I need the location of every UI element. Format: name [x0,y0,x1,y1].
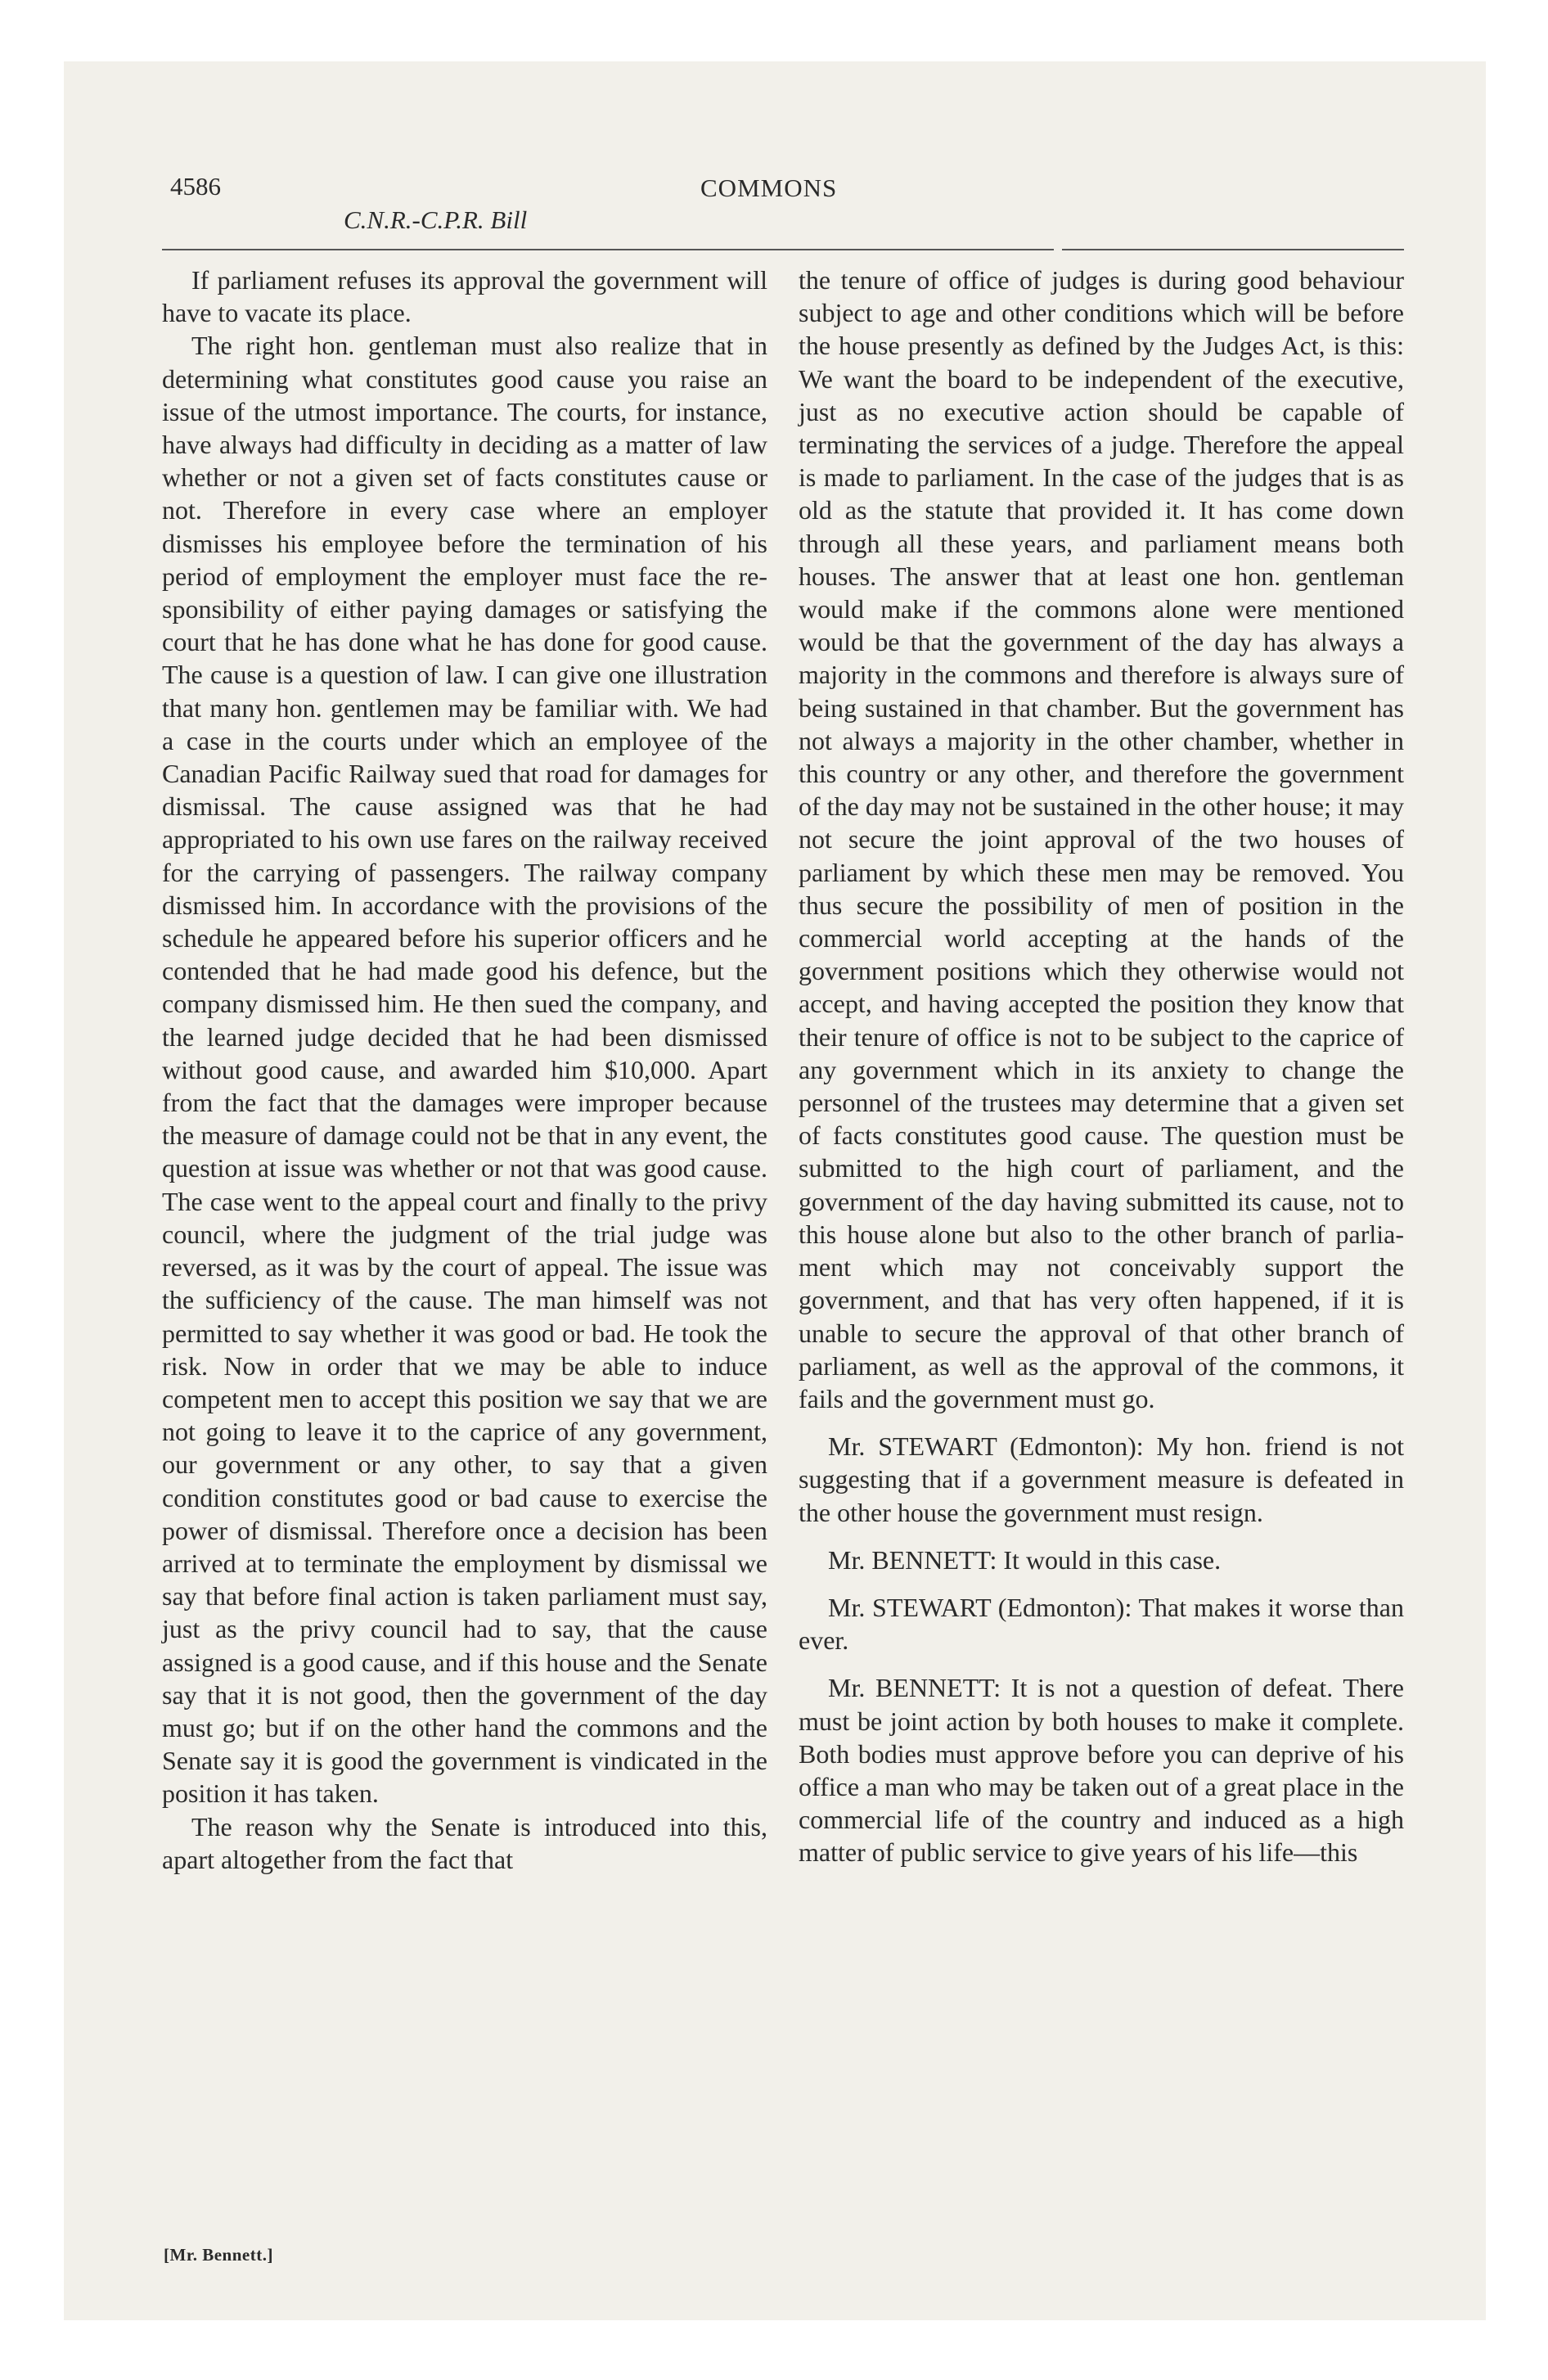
speaker-footer: [Mr. Bennett.] [164,2245,273,2265]
left-column [162,264,767,1876]
document-page [64,61,1486,2320]
section-heading: COMMONS [700,174,838,202]
page-number: 4586 [170,172,221,201]
speech-paragraph: Mr. BENNETT: It is not a question of defeat. There must be joint action by both houses to make it complete. Both bodies must approve before you can deprive of his office a man who may be taken out of a great place in the commercial life of the country and induced as a high matter of public service to give years of his life—this [799,1673,1404,1868]
right-column [799,264,1404,1869]
paragraph: If parliament refuses its approval the government will have to vacate its place. [162,265,767,328]
running-title: C.N.R.-C.P.R. Bill [344,205,528,234]
header-rule-right [1062,249,1404,250]
speech-paragraph: Mr. STEWART (Edmonton): My hon. friend is not suggesting that if a government measure is defeated in the other house the government must resign. [799,1431,1404,1527]
paragraph: The reason why the Senate is introduced into this, apart altogether from the fact that [162,1811,767,1874]
paragraph: The right hon. gentleman must also realize that in determining what constitutes good cause you raise an issue of the utmost importance. The courts, for instance, have always had difficulty in deciding as a matter of law whether or not a given set of facts constitutes cause or not. Therefore in every case where an employer dismisses his employee before the termination of his period of employment the employer must face the responsibility of either paying damages or satisfying the court that he has done what he has done for good cause. The cause is a question of law. I can give one illustration that many hon. gentlemen may be familiar with. We had a case in the courts under which an employee of the Canadian Pacific Railway sued that road for damages for dismissal. The cause assigned was that he had appropriated to his own use fares on the railway received for the carrying of passengers. The railway company dismissed him. In accordance with the provisions of the schedule he appeared before his superior officers and he contended that he had made good his defence, but the company dismissed him. He then sued the company, and the learned judge decided that he had been dismissed without good cause, and awarded him $10,000. Apart from the fact that the damages were improper because the measure of damage could not be that in any event, the question at issue was whether or not that was good cause. The case went to the appeal court and finally to the privy council, where the judgment of the trial judge was reversed, as it was by the court of appeal. The issue was the sufficiency of the cause. The man himself was not permitted to say whether it was good or bad. He took the risk. Now in order that we may be able to induce competent men to accept this position we say that we are not going to leave it to the caprice of any government, our government or any other, to say that a given condition constitutes good or bad cause to exercise the power of dismissal. Therefore once a decision has been arrived at to terminate the employment by dismissal we say that before final action is taken parliament must say, just as the privy council had to say, that the cause assigned is a good cause, and if this house and the Senate say that it is not good, then the government of the day must go; but if on the other hand the commons and the Senate say it is good the government is vindicated in the position it has taken. [162,331,767,1809]
speech-paragraph: Mr. STEWART (Edmonton): That makes it worse than ever. [799,1592,1404,1656]
header-rule-left [162,249,1054,250]
paragraph: the tenure of office of judges is during good behaviour subject to age and other conditions which will be before the house presently as defined by the Judges Act, is this: We want the board to be independent of the executive, just as no executive action should be capable of terminating the services of a judge. Therefore the appeal is made to parliament. In the case of the judges that is as old as the statute that provided it. It has come down through all these years, and parliament means both houses. The answer that at least one hon. gentleman would make if the commons alone were mentioned would be that the government of the day has always a majority in the commons and therefore is always sure of being sustained in that chamber. But the government has not always a majority in the other chamber, whether in this country or any other, and therefore the government of the day may not be sustained in the other house; it may not secure the joint approval of the two houses of parliament by which these men may be removed. You thus secure the possibility of men of position in the commercial world accepting at the hands of the government positions which they otherwise would not accept, and having accepted the position they know that their tenure of office is not to be subject to the caprice of any government which in its anxiety to change the personnel of the trustees may determine that a given set of facts constitutes good cause. The question must be submitted to the high court of parliament, and the government of the day having submitted its cause, not to this house alone but also to the other branch of parliament which may not conceivably support the government, and that has very often happened, if it is unable to secure the approval of that other branch of parliament, as well as the approval of the commons, it fails and the government must go. [799,265,1404,1413]
speech-paragraph: Mr. BENNETT: It would in this case. [828,1544,1222,1575]
